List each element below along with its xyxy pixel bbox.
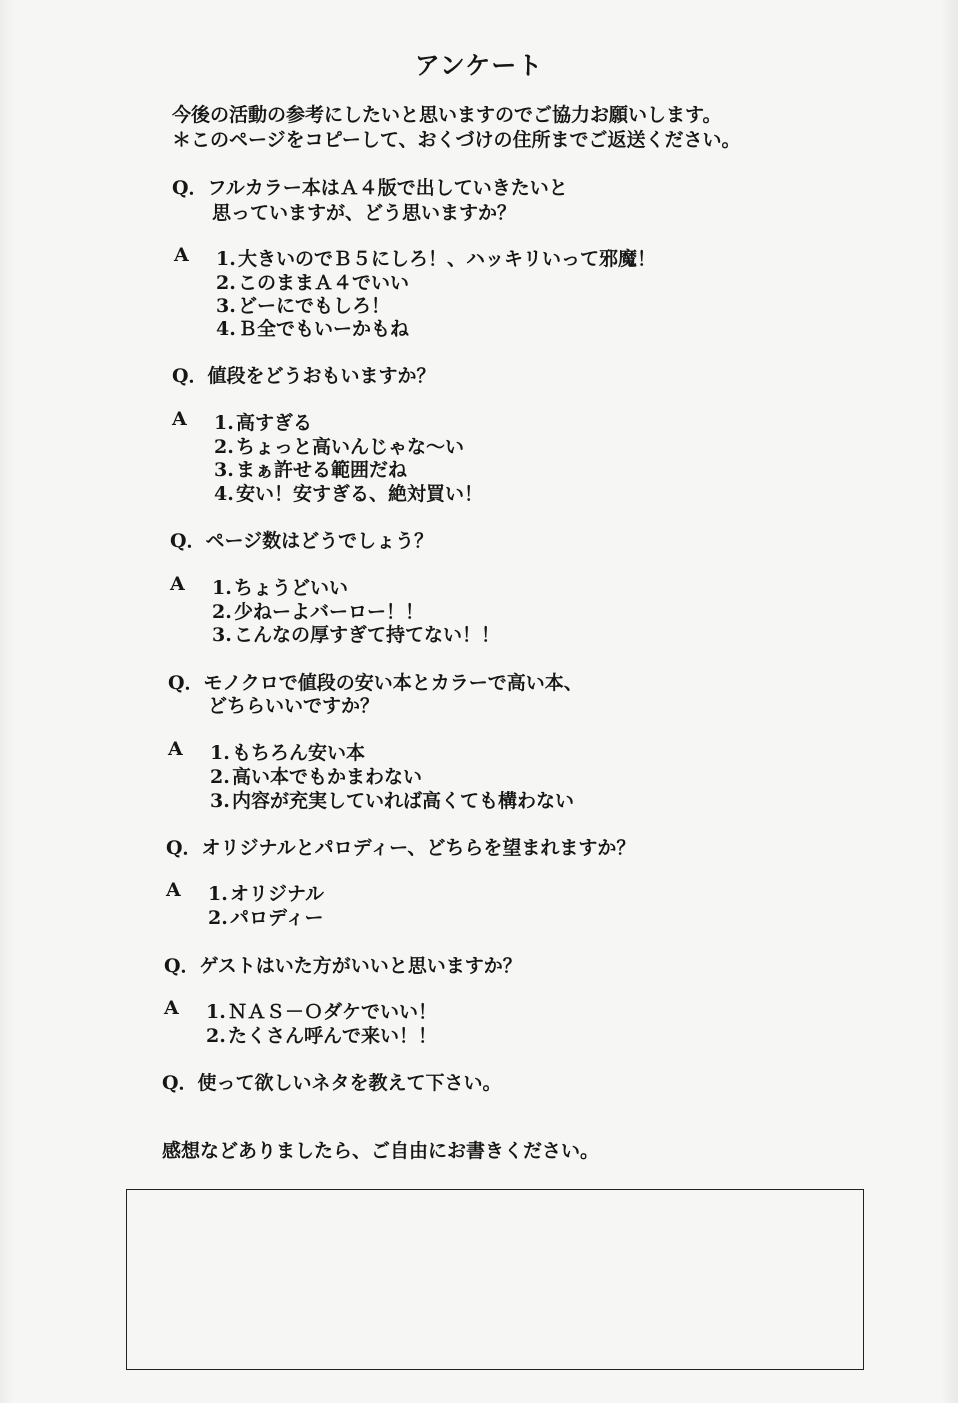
q2-option-3[interactable] — [214, 455, 407, 482]
option-text: Ｂ全でもいーかもね — [238, 318, 410, 340]
option-number: 3. — [214, 459, 234, 481]
question-3-line-1: Q．ページ数はどうでしょう？ — [170, 530, 434, 552]
answer-mark-4: A — [168, 738, 183, 760]
option-text: パロディー — [230, 907, 324, 929]
option-number: 1. — [216, 248, 236, 270]
q4-option-1[interactable] — [210, 738, 365, 765]
answer-mark-6: A — [164, 997, 179, 1019]
option-number: 4. — [214, 483, 234, 505]
q4-option-3[interactable] — [210, 786, 574, 813]
question-1-line-2: 思っていますが、どう思いますか？ — [212, 202, 517, 224]
option-number: 2. — [206, 1025, 226, 1047]
answer-mark-1: A — [174, 244, 189, 266]
option-number: 1. — [208, 883, 228, 905]
option-text: たくさん呼んで来い！！ — [228, 1025, 438, 1047]
q6-option-2[interactable] — [206, 1021, 437, 1048]
question-1-line-1: Q．フルカラー本はＡ４版で出していきたいと — [172, 177, 568, 199]
intro-line-2: ＊このページをコピーして、おくづけの住所までご返送ください。 — [172, 129, 741, 151]
q5-option-2[interactable] — [208, 903, 323, 930]
option-number: 4. — [216, 318, 236, 340]
question-7-line-1: Q．使って欲しいネタを教えて下さい。 — [162, 1072, 502, 1094]
q1-option-4[interactable] — [216, 314, 409, 341]
answer-mark-2: A — [172, 408, 187, 430]
option-text: 安い！安すぎる、絶対買い！ — [236, 483, 484, 505]
option-number: 2. — [210, 766, 230, 788]
q2-option-1[interactable] — [214, 408, 312, 435]
answer-mark-3: A — [170, 573, 185, 595]
option-text: もちろん安い本 — [232, 742, 366, 764]
q4-option-2[interactable] — [210, 762, 422, 789]
page-title: アンケート — [414, 51, 544, 80]
answer-mark-5: A — [166, 879, 181, 901]
question-4-line-2: どちらいいですか？ — [208, 695, 380, 717]
option-number: 1. — [214, 412, 234, 434]
question-6-line-1: Q．ゲストはいた方がいいと思いますか？ — [164, 955, 522, 977]
option-text: ちょうどいい — [234, 577, 349, 599]
option-number: 2. — [214, 436, 234, 458]
option-text: 高すぎる — [236, 412, 313, 434]
option-text: ちょっと高いんじゃな～い — [236, 436, 465, 458]
q1-option-1[interactable] — [216, 244, 656, 271]
option-text: 少ねーよバーロー！！ — [234, 601, 425, 623]
question-4-line-1: Q．モノクロで値段の安い本とカラーで高い本、 — [168, 672, 583, 694]
option-text: 高い本でもかまわない — [232, 766, 423, 788]
q5-option-1[interactable] — [208, 879, 324, 906]
option-number: 2. — [208, 907, 228, 929]
option-number: 1. — [206, 1001, 226, 1023]
option-text: 大きいのでＢ５にしろ！、ハッキリいって邪魔！ — [238, 248, 657, 270]
question-5-line-1: Q．オリジナルとパロディー、どちらを望まれますか？ — [166, 837, 636, 859]
option-text: こんなの厚すぎて持てない！！ — [234, 624, 501, 646]
q6-option-1[interactable] — [206, 997, 437, 1024]
q3-option-1[interactable] — [212, 573, 348, 600]
option-text: まぁ許せる範囲だね — [236, 459, 408, 481]
q2-option-4[interactable] — [214, 479, 483, 506]
option-number: 3. — [210, 790, 230, 812]
option-number: 2. — [216, 272, 236, 294]
option-number: 1. — [212, 577, 232, 599]
option-number: 3. — [212, 624, 232, 646]
option-text: 内容が充実していれば高くても構わない — [232, 790, 575, 812]
option-text: このままＡ４でいい — [238, 272, 410, 294]
option-text: ＮＡＳ－Ｏダケでいい！ — [228, 1001, 438, 1023]
option-number: 3. — [216, 295, 236, 317]
free-comment-box[interactable] — [126, 1189, 864, 1370]
option-number: 1. — [210, 742, 230, 764]
option-text: どーにでもしろ！ — [238, 295, 391, 317]
question-2-line-1: Q．値段をどうおもいますか？ — [172, 365, 436, 387]
free-comment-label: 感想などありましたら、ご自由にお書きください。 — [162, 1140, 600, 1162]
intro-line-1: 今後の活動の参考にしたいと思いますのでご協力お願いします。 — [172, 104, 722, 126]
option-number: 2. — [212, 601, 232, 623]
option-text: オリジナル — [230, 883, 325, 905]
q3-option-3[interactable] — [212, 620, 500, 647]
